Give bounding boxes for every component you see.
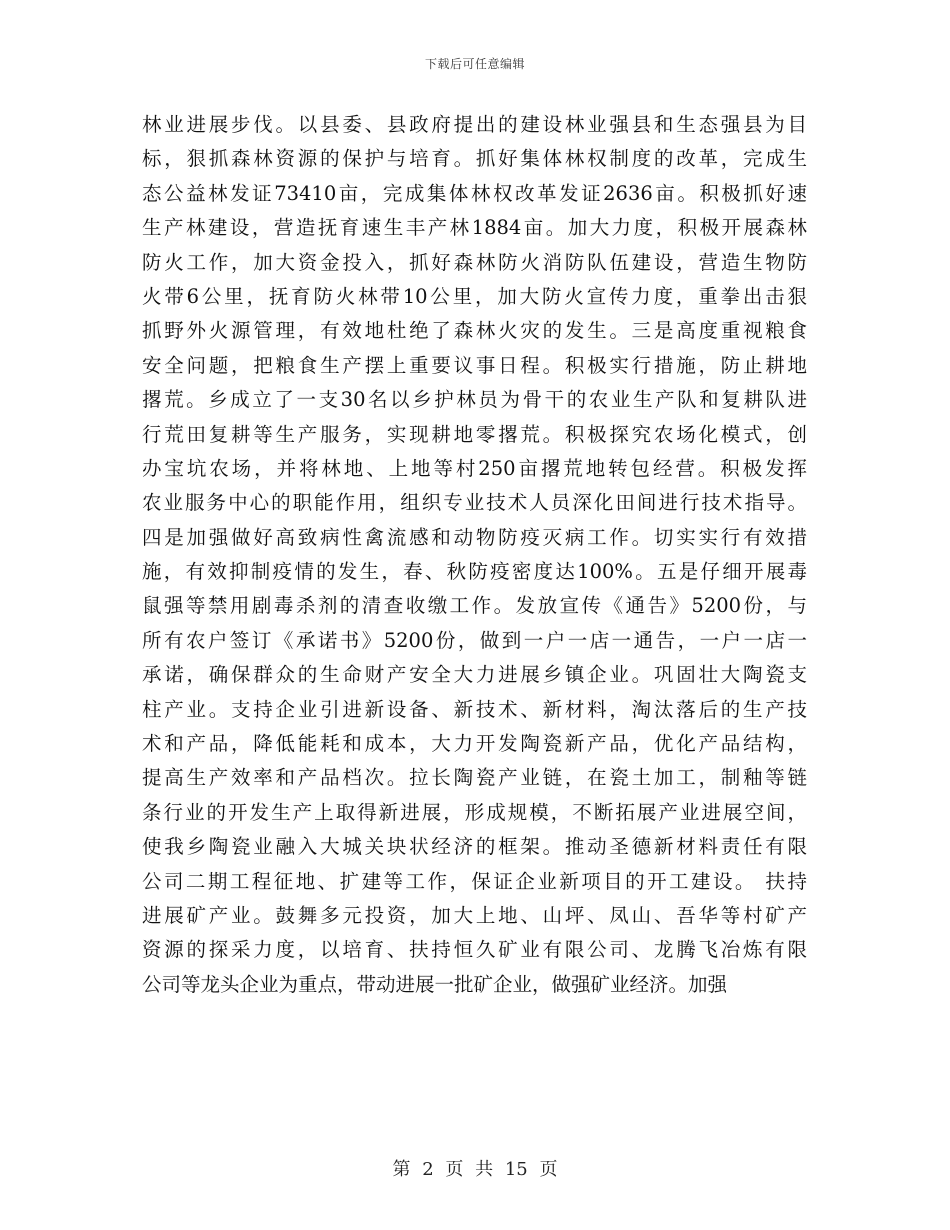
body-line: 农业服务中心的职能作用，组织专业技术人员深化田间进行技术指导。 bbox=[142, 491, 807, 515]
body-line: 所有农户签订《承诺书》5200份，做到一户一店一通告，一户一店一 bbox=[142, 628, 807, 652]
body-line: 行荒田复耕等生产服务，实现耕地零撂荒。积极探究农场化模式，创 bbox=[142, 422, 807, 446]
body-line: 进展矿产业。鼓舞多元投资，加大上地、山坪、凤山、吾华等村矿产 bbox=[142, 903, 807, 927]
body-line: 撂荒。乡成立了一支30名以乡护林员为骨干的农业生产队和复耕队进 bbox=[142, 388, 807, 412]
body-line: 术和产品，降低能耗和成本，大力开发陶瓷新产品，优化产品结构， bbox=[142, 732, 807, 756]
body-line: 承诺，确保群众的生命财产安全大力进展乡镇企业。巩固壮大陶瓷支 bbox=[142, 663, 807, 687]
body-line: 抓野外火源管理，有效地杜绝了森林火灾的发生。三是高度重视粮食 bbox=[142, 319, 807, 343]
body-line: 使我乡陶瓷业融入大城关块状经济的框架。推动圣德新材料责任有限 bbox=[142, 835, 807, 859]
body-line: 鼠强等禁用剧毒杀剂的清查收缴工作。发放宣传《通告》5200份，与 bbox=[142, 594, 807, 618]
body-line: 态公益林发证73410亩，完成集体林权改革发证2636亩。积极抓好速 bbox=[142, 181, 807, 205]
body-line: 条行业的开发生产上取得新进展，形成规模，不断拓展产业进展空间， bbox=[142, 800, 807, 824]
document-body bbox=[142, 108, 807, 1002]
page-header-note: 下载后可任意编辑 bbox=[424, 57, 525, 71]
body-line: 办宝坑农场，并将林地、上地等村250亩撂荒地转包经营。积极发挥 bbox=[142, 456, 807, 480]
body-line: 提高生产效率和产品档次。拉长陶瓷产业链，在瓷土加工，制釉等链 bbox=[142, 766, 807, 790]
body-line: 林业进展步伐。以县委、县政府提出的建设林业强县和生态强县为目 bbox=[142, 113, 807, 136]
body-line: 资源的探采力度，以培育、扶持恒久矿业有限公司、龙腾飞冶炼有限 bbox=[142, 938, 807, 962]
body-line: 火带6公里，抚育防火林带10公里，加大防火宣传力度，重拳出击狠 bbox=[142, 284, 807, 308]
body-line: 施，有效抑制疫情的发生，春、秋防疫密度达100%。五是仔细开展毒 bbox=[142, 560, 807, 584]
body-line: 四是加强做好高致病性禽流感和动物防疫灭病工作。切实实行有效措 bbox=[142, 525, 807, 549]
body-line: 公司二期工程征地、扩建等工作，保证企业新项目的开工建设。 扶持 bbox=[142, 869, 807, 893]
body-line: 公司等龙头企业为重点，带动进展一批矿企业，做强矿业经济。加强 bbox=[142, 972, 728, 996]
body-line: 柱产业。支持企业引进新设备、新技术、新材料，淘汰落后的生产技 bbox=[142, 697, 807, 721]
body-line: 生产林建设，营造抚育速生丰产林1884亩。加大力度，积极开展森林 bbox=[142, 216, 807, 240]
page-number-footer: 第 2 页 共 15 页 bbox=[392, 1159, 558, 1180]
body-line: 标，狠抓森林资源的保护与培育。抓好集体林权制度的改革，完成生 bbox=[142, 147, 807, 171]
body-line: 防火工作，加大资金投入，抓好森林防火消防队伍建设，营造生物防 bbox=[142, 250, 807, 274]
body-line: 安全问题，把粮食生产摆上重要议事日程。积极实行措施，防止耕地 bbox=[142, 353, 807, 377]
